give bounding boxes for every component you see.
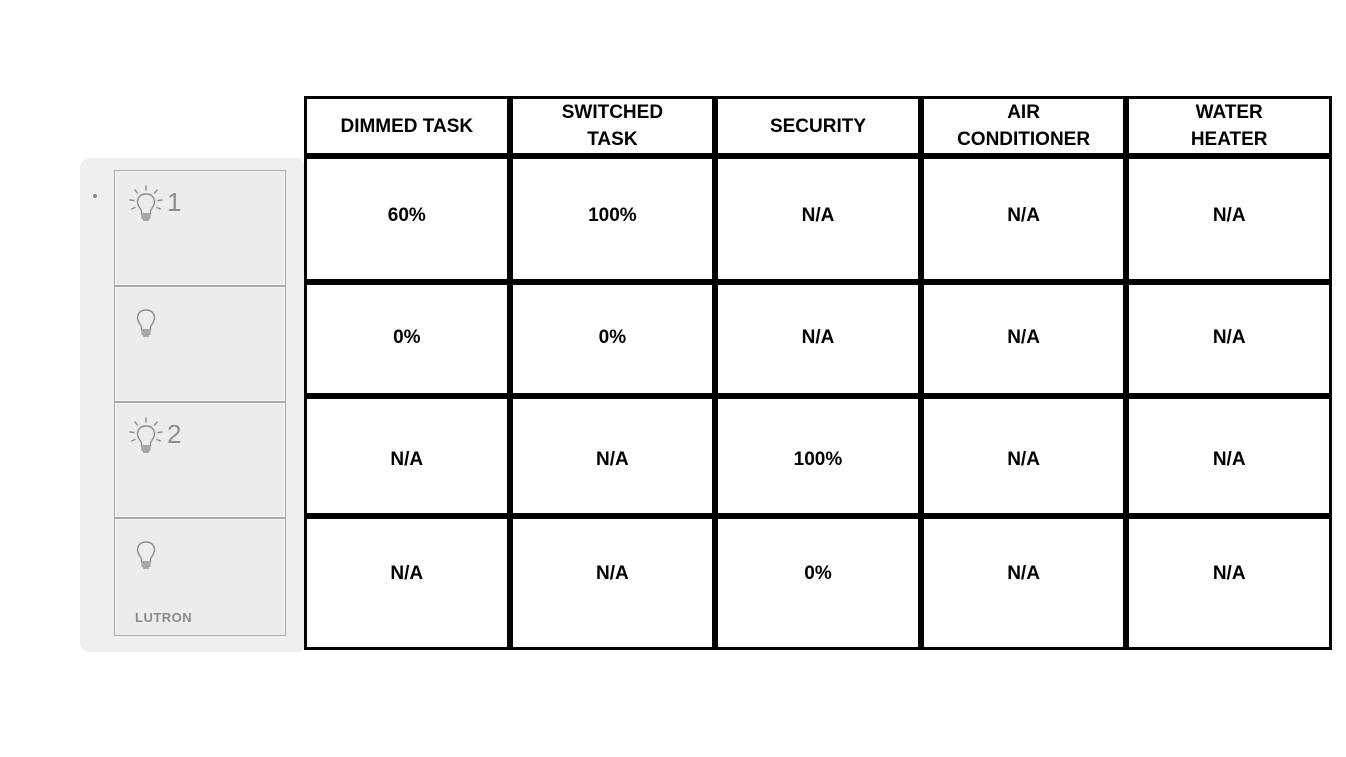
keypad-button-number: 2 [167,419,182,449]
lutron-keypad [80,158,306,652]
table-row [304,516,1332,650]
table-cell: 0% [304,282,510,397]
table-cell: N/A [921,396,1127,515]
keypad-button-2-on[interactable] [114,402,286,518]
table-cell: N/A [1126,282,1332,397]
header-water-heater [1126,96,1332,156]
table-row [304,396,1332,515]
table-cell: N/A [1126,396,1332,515]
header-line: WATER [1195,102,1263,123]
header-line: SECURITY [769,115,867,137]
table-cell: N/A [921,516,1127,650]
table-cell: N/A [1126,156,1332,282]
header-line: TASK [587,129,638,150]
bulb-off-icon [129,533,163,573]
keypad-button-number: 1 [167,187,182,217]
header-air-conditioner [921,96,1127,156]
table-row [304,156,1332,282]
table-cell: N/A [715,282,921,397]
keypad-button-2-off[interactable] [114,518,286,636]
table-cell: N/A [304,396,510,515]
table-cell: N/A [715,156,921,282]
header-dimmed-task [304,96,510,156]
table-cell: 0% [715,516,921,650]
header-line: AIR [1007,102,1040,123]
table-cell: 60% [304,156,510,282]
table-cell: N/A [304,516,510,650]
bulb-on-icon [129,417,163,457]
scene-table [304,96,1332,650]
header-security [715,96,921,156]
header-line: DIMMED TASK [340,115,474,137]
keypad-button-1-off[interactable] [114,286,286,402]
header-line: CONDITIONER [957,129,1091,150]
keypad-button-1-on[interactable] [114,170,286,286]
table-row [304,282,1332,397]
table-cell: N/A [510,516,716,650]
bulb-off-icon [129,301,163,341]
table-cell: 100% [510,156,716,282]
table-cell: 100% [715,396,921,515]
header-switched-task [510,96,716,156]
table-cell: N/A [921,282,1127,397]
lutron-logo-text: LUTRON [135,610,193,625]
header-line: HEATER [1190,129,1268,150]
table-cell: N/A [1126,516,1332,650]
status-led [93,194,97,198]
table-cell: 0% [510,282,716,397]
header-line: SWITCHED [561,102,664,123]
table-cell: N/A [921,156,1127,282]
header-row [304,96,1332,156]
table-cell: N/A [510,396,716,515]
bulb-on-icon [129,185,163,225]
